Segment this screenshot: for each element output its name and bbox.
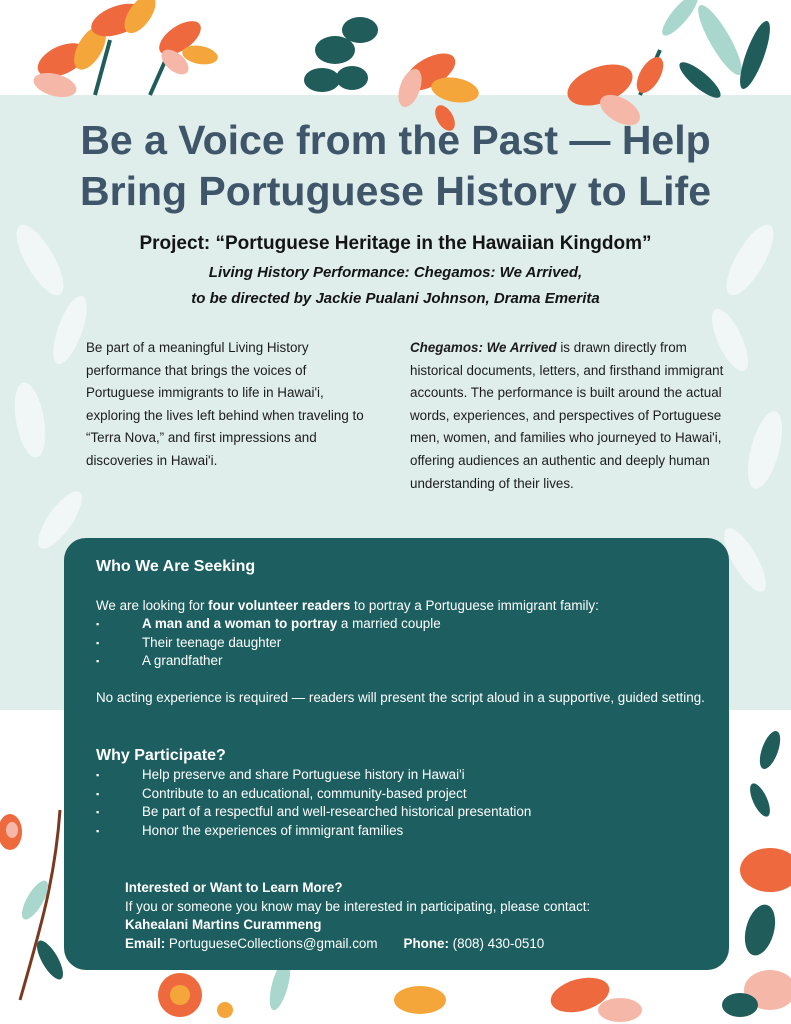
- intro-left-paragraph: Be part of a meaningful Living History performance that brings the voices of Portuguese immigrants to life in Hawai'i, exploring the lives left behind when traveling to “Terra Nova,” and first impressions and discoveries in Hawai'i.: [86, 340, 364, 468]
- bullet-icon: ▪: [96, 825, 100, 836]
- roles-list: [96, 615, 711, 671]
- phone-label: Phone:: [403, 935, 449, 951]
- director-subtitle: to be directed by Jackie Pualani Johnson, Drama Emerita: [191, 290, 600, 307]
- bullet-icon: ▪: [96, 637, 100, 648]
- list-item: [96, 785, 711, 804]
- contact-name: Kahealani Martins Curammeng: [125, 917, 322, 932]
- list-item: [96, 634, 711, 653]
- benefits-list: [96, 766, 711, 840]
- bullet-icon: ▪: [96, 656, 100, 666]
- bullet-icon: ▪: [96, 770, 100, 780]
- seeking-intro-post: to portray a Portuguese immigrant family:: [350, 598, 599, 613]
- performance-subtitle: Living History Performance: Chegamos: We Arrived,: [208, 264, 583, 281]
- list-item: [96, 822, 711, 841]
- role-text: Their teenage daughter: [142, 634, 282, 650]
- benefit-text: Be part of a respectful and well-researched historical presentation: [142, 804, 532, 819]
- benefit-text: Contribute to an educational, community-based project: [142, 785, 467, 801]
- list-item: [96, 652, 711, 671]
- benefit-text: Honor the experiences of immigrant families: [142, 822, 404, 838]
- list-item: [96, 766, 711, 785]
- bullet-icon: ▪: [96, 619, 100, 629]
- contact-block: [125, 879, 715, 953]
- participate-heading: Why Participate?: [96, 747, 226, 764]
- list-item: [96, 615, 711, 634]
- seeking-intro: [96, 597, 711, 616]
- contact-heading: Interested or Want to Learn More?: [125, 880, 343, 895]
- list-item: [96, 803, 711, 822]
- page-title: [30, 115, 761, 217]
- role-text: A grandfather: [142, 653, 223, 668]
- seeking-intro-pre: We are looking for: [96, 598, 209, 613]
- info-card: [64, 538, 729, 970]
- intro-right-paragraph: [410, 337, 730, 495]
- contact-details: [125, 935, 715, 954]
- phone-link[interactable]: (808) 430-0510: [452, 935, 545, 951]
- experience-note: No acting experience is required — readers will present the script aloud in a supportive, guided setting.: [96, 690, 705, 705]
- contact-text: If you or someone you know may be interested in participating, please contact:: [125, 898, 591, 914]
- bullet-icon: ▪: [96, 807, 100, 817]
- role-text: a married couple: [337, 616, 441, 631]
- email-link[interactable]: PortugueseCollections@gmail.com: [168, 935, 378, 951]
- performance-name: Chegamos: We Arrived: [410, 340, 557, 355]
- benefit-text: Help preserve and share Portuguese history in Hawai'i: [142, 767, 465, 782]
- seeking-heading: Who We Are Seeking: [96, 558, 256, 575]
- intro-right-text: is drawn directly from historical documents, letters, and firsthand immigrant accounts. The performance is built around the actual words, experiences, and perspectives of Portuguese men, women, and families who journeyed to Hawai'i, offering audiences an authentic and deeply human understanding of their lives.: [410, 340, 724, 491]
- title-line-2: Bring Portuguese History to Life: [80, 168, 711, 214]
- email-label: Email:: [125, 935, 166, 951]
- title-line-1: Be a Voice from the Past — Help: [80, 117, 711, 163]
- role-bold: A man and a woman to portray: [142, 616, 338, 631]
- seeking-intro-bold: four volunteer readers: [208, 598, 351, 613]
- bullet-icon: ▪: [96, 788, 100, 799]
- project-title: Project: “Portuguese Heritage in the Hawaiian Kingdom”: [139, 233, 652, 254]
